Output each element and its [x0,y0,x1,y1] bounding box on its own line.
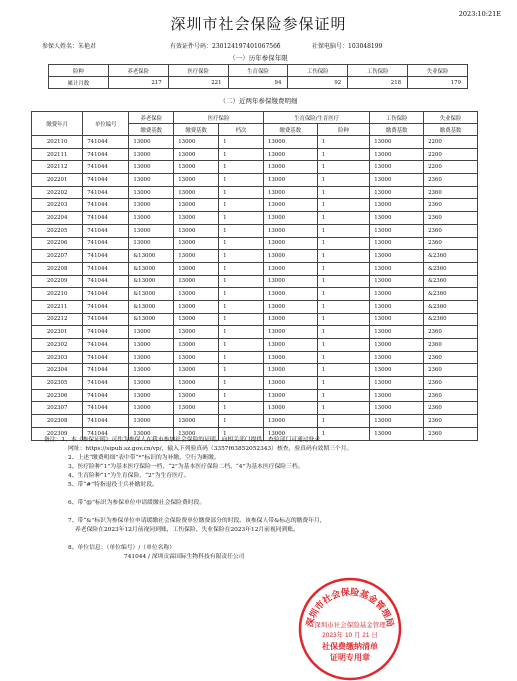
table-cell: 13000 [129,161,174,174]
table-cell: 741044 [83,339,129,352]
table-cell: 13000 [263,339,317,352]
note-6: 6、带“@”标识为参保单位申请缓缴社会保险费时段。 [68,500,206,506]
years-header-row [49,65,468,77]
table-cell: 1 [317,212,370,225]
table-cell: 13000 [263,186,317,199]
sub-base-header: 缴费基数 [174,124,219,136]
table-row [32,415,478,428]
seal-arc-text: 深圳市社会保险基金管理局 [304,586,396,629]
table-cell: 1 [317,148,370,161]
table-cell: 13000 [263,364,317,377]
table-cell: 13000 [129,326,174,339]
years-header-cell: 失业保险 [408,65,468,77]
table-cell: 741044 [83,415,129,428]
table-cell: 741044 [83,377,129,390]
table-cell: 13000 [370,237,424,250]
table-cell: 202205 [32,224,83,237]
table-row [32,250,478,263]
table-cell: 1 [317,250,370,263]
table-cell: 741044 [83,148,129,161]
table-cell: 2360 [424,212,478,225]
table-cell: 741044 [83,427,129,440]
years-row-label: 累计月数 [49,77,109,89]
table-row [32,288,478,301]
table-cell: 202305 [32,377,83,390]
table-cell: 13000 [174,212,219,225]
years-header-cell: 工伤保险 [348,65,408,77]
table-cell: 13000 [370,313,424,326]
table-row [32,174,478,187]
table-cell: 202208 [32,262,83,275]
table-cell: 13000 [263,326,317,339]
table-cell: 2360 [424,351,478,364]
table-cell: 2360 [424,389,478,402]
years-header-cell: 医疗保险 [168,65,228,77]
table-cell: 13000 [174,186,219,199]
table-row [32,186,478,199]
col-maternity-header: 生育保险/生育医疗 [263,112,369,124]
table-cell: 13000 [129,427,174,440]
table-cell: 13000 [174,148,219,161]
table-cell: 13000 [174,402,219,415]
table-cell: 13000 [370,415,424,428]
table-cell: 741044 [83,313,129,326]
table-cell: 202203 [32,199,83,212]
table-row [32,351,478,364]
table-cell: 13000 [370,224,424,237]
table-cell: 13000 [370,275,424,288]
table-cell: 1 [317,224,370,237]
table-cell: 13000 [129,351,174,364]
table-cell: &2360 [424,262,478,275]
table-cell: 1 [219,389,264,402]
table-cell: 13000 [129,199,174,212]
table-cell: 13000 [370,186,424,199]
table-cell: 13000 [263,427,317,440]
table-cell: 13000 [174,199,219,212]
table-cell: 13000 [370,161,424,174]
table-cell: 1 [317,136,370,149]
table-cell: 13000 [129,415,174,428]
years-value-cell: 217 [108,77,168,89]
sub-base-header: 缴费基数 [370,124,424,136]
table-cell: 13000 [370,326,424,339]
table-cell: 1 [317,351,370,364]
table-row [32,136,478,149]
table-cell: &2360 [424,250,478,263]
table-cell: 202307 [32,402,83,415]
table-cell: 741044 [83,275,129,288]
table-cell: 13000 [174,339,219,352]
table-cell: 1 [317,415,370,428]
table-cell: 2360 [424,402,478,415]
table-cell: 741044 [83,186,129,199]
table-cell: 2200 [424,161,478,174]
table-cell: 741044 [83,250,129,263]
table-cell: 1 [219,275,264,288]
sub-base-header: 缴费基数 [263,124,317,136]
table-row [32,326,478,339]
table-cell: 2360 [424,174,478,187]
table-row [32,148,478,161]
table-cell: 13000 [129,339,174,352]
table-cell: 13000 [174,136,219,149]
col-unemployment-header: 失业保险 [424,112,478,124]
table-cell: 13000 [263,237,317,250]
table-cell: 741044 [83,300,129,313]
table-cell: 1 [317,402,370,415]
table-cell: 1 [219,427,264,440]
print-date: 2023:10:21E [458,10,501,18]
table-cell: 1 [219,212,264,225]
table-cell: 2360 [424,199,478,212]
table-cell: &13000 [129,250,174,263]
years-value-cell: 221 [168,77,228,89]
table-cell: 13000 [174,389,219,402]
table-cell: 1 [219,415,264,428]
table-row [32,237,478,250]
table-cell: 13000 [129,148,174,161]
note-8b: 741044 / 深圳贡霖国际生物科技有限责任公司 [124,554,245,560]
table-cell: 13000 [129,237,174,250]
table-cell: 13000 [263,415,317,428]
table-cell: 1 [317,275,370,288]
table-cell: 13000 [370,300,424,313]
table-cell: 13000 [370,351,424,364]
table-cell: 1 [219,237,264,250]
table-cell: 741044 [83,224,129,237]
table-cell: 13000 [370,174,424,187]
table-cell: 1 [219,351,264,364]
table-cell: 13000 [370,427,424,440]
insurance-years-table [48,64,468,89]
section1-title: （一）历年参保年限 [229,54,288,62]
table-cell: 13000 [263,402,317,415]
table-cell: &13000 [129,300,174,313]
table-cell: 2360 [424,224,478,237]
table-cell: &2360 [424,288,478,301]
table-cell: 1 [219,186,264,199]
col-medical-header: 医疗保险 [174,112,264,124]
table-row [32,199,478,212]
table-cell: 13000 [370,212,424,225]
note-4: 4、生育险种“1”为生育保险，“2”为生育医疗。 [68,473,190,479]
table-cell: 741044 [83,199,129,212]
table-cell: &13000 [129,313,174,326]
table-cell: 13000 [263,212,317,225]
table-cell: 741044 [83,237,129,250]
table-cell: 202306 [32,389,83,402]
table-cell: 202303 [32,351,83,364]
table-cell: 1 [317,427,370,440]
table-cell: 13000 [370,136,424,149]
table-cell: 13000 [263,262,317,275]
table-cell: &2360 [424,300,478,313]
table-cell: 1 [219,300,264,313]
table-cell: 1 [317,300,370,313]
years-value-row [49,77,468,89]
payment-header-row [32,112,478,124]
table-cell: 202308 [32,415,83,428]
years-header-cell: 养老保险 [108,65,168,77]
table-cell: 1 [317,186,370,199]
table-cell: 741044 [83,212,129,225]
table-cell: &2360 [424,275,478,288]
table-cell: 202302 [32,339,83,352]
table-cell: 202207 [32,250,83,263]
table-cell: 1 [219,174,264,187]
table-cell: 13000 [129,402,174,415]
table-cell: 13000 [129,186,174,199]
table-cell: 1 [219,250,264,263]
table-cell: 13000 [263,288,317,301]
table-cell: 202204 [32,212,83,225]
table-cell: 13000 [370,339,424,352]
insured-name: 参保人姓名：朱艳君 [42,43,97,50]
table-cell: 1 [317,339,370,352]
sub-grade-header: 档次 [219,124,264,136]
table-row [32,339,478,352]
table-cell: 13000 [174,288,219,301]
table-cell: 1 [219,136,264,149]
table-row [32,300,478,313]
table-cell: 13000 [174,174,219,187]
table-cell: 1 [317,288,370,301]
table-cell: 2200 [424,148,478,161]
table-cell: 1 [219,224,264,237]
table-cell: 202112 [32,161,83,174]
table-cell: 13000 [263,136,317,149]
table-cell: &13000 [129,275,174,288]
sub-base-header: 缴费基数 [129,124,174,136]
sub-type-header: 险种 [317,124,370,136]
table-cell: 13000 [370,288,424,301]
table-cell: 1 [219,262,264,275]
table-cell: 202309 [32,427,83,440]
years-value-cell: 94 [228,77,288,89]
table-cell: 13000 [370,389,424,402]
table-cell: 1 [219,199,264,212]
table-cell: 13000 [174,262,219,275]
col-injury-header: 工伤保险 [370,112,424,124]
table-cell: 1 [219,148,264,161]
id-number: 有效证件号码：23012419740106756б [170,43,281,50]
table-cell: 1 [317,161,370,174]
table-row [32,224,478,237]
table-cell: 2360 [424,339,478,352]
table-cell: 1 [317,389,370,402]
col-month-header: 缴费年月 [32,112,83,136]
years-header-cell: 险种 [49,65,109,77]
table-cell: 741044 [83,364,129,377]
table-cell: 13000 [174,351,219,364]
table-cell: 202201 [32,174,83,187]
seal-line-4: 证明专用章 [330,653,370,662]
table-cell: 13000 [174,415,219,428]
table-cell: 2360 [424,415,478,428]
years-header-cell: 工伤保险 [288,65,348,77]
table-cell: 1 [219,377,264,390]
table-cell: 202211 [32,300,83,313]
table-cell: 13000 [263,300,317,313]
table-row [32,377,478,390]
table-cell: 741044 [83,288,129,301]
years-header-cell: 生育保险 [228,65,288,77]
table-cell: 13000 [370,199,424,212]
table-cell: 1 [219,313,264,326]
table-row [32,313,478,326]
table-cell: 13000 [263,161,317,174]
table-cell: 13000 [263,250,317,263]
table-cell: 1 [219,326,264,339]
table-cell: 2360 [424,186,478,199]
table-cell: 202111 [32,148,83,161]
table-cell: 1 [219,161,264,174]
table-cell: 13000 [263,377,317,390]
table-cell: 1 [219,402,264,415]
table-cell: 1 [317,377,370,390]
table-cell: 1 [317,364,370,377]
table-cell: &2360 [424,313,478,326]
table-cell: 741044 [83,161,129,174]
seal-line-3: 社保费缴纳清单 [322,642,378,651]
table-cell: 1 [219,288,264,301]
table-cell: 13000 [370,262,424,275]
page-title: 深圳市社会保险参保证明 [170,15,347,33]
table-cell: 13000 [129,364,174,377]
table-cell: 202210 [32,288,83,301]
table-row [32,389,478,402]
table-cell: 13000 [370,402,424,415]
table-cell: 13000 [174,275,219,288]
years-value-cell: 92 [288,77,348,89]
table-cell: 13000 [263,148,317,161]
table-cell: 1 [317,237,370,250]
official-seal-stamp [298,577,402,681]
table-cell: 13000 [174,161,219,174]
table-cell: 741044 [83,326,129,339]
note-1b: 网址：https://sipub.sz.gov.cn/vp/，输入下列验真码（3357f63852052343）核查，验真码有效期三个月。 [68,446,353,452]
table-cell: 13000 [174,224,219,237]
note-7b: 养老保险在2023年12月前视同到账，工伤保险、失业保险在2023年12月前视同到账。 [75,527,299,533]
table-cell: 202212 [32,313,83,326]
table-cell: 13000 [129,174,174,187]
seal-line-1: 深圳市社会保险基金管理 [314,622,386,629]
table-cell: 2360 [424,427,478,440]
table-cell: 1 [317,326,370,339]
table-cell: 13000 [129,224,174,237]
table-cell: 13000 [370,364,424,377]
table-cell: 202206 [32,237,83,250]
table-cell: 13000 [370,148,424,161]
table-cell: 202301 [32,326,83,339]
note-5: 5、带“#”特指退役士兵补缴时段。 [68,482,158,488]
table-cell: 13000 [263,351,317,364]
note-3: 3、医疗险种“1”为基本医疗保险一档、“2”为基本医疗保险二档、“4”为基本医疗保险三档。 [68,464,304,470]
remarks [44,436,494,562]
table-cell: 1 [317,313,370,326]
table-cell: 13000 [370,250,424,263]
table-cell: 13000 [174,377,219,390]
table-cell: 13000 [174,300,219,313]
table-row [32,275,478,288]
table-cell: 741044 [83,402,129,415]
table-row [32,161,478,174]
table-cell: 13000 [174,364,219,377]
table-cell: 13000 [129,212,174,225]
table-cell: 13000 [129,136,174,149]
note-7a: 7、带“&”标识为参保单位申请缓缴社会保险费单位缴费部分的时段。该参保人带&标志的缴费年月， [68,518,326,524]
table-cell: 2360 [424,364,478,377]
payment-rows [32,136,478,441]
table-cell: &13000 [129,262,174,275]
table-cell: 13000 [263,199,317,212]
table-cell: 13000 [129,377,174,390]
table-cell: &13000 [129,288,174,301]
table-row [32,212,478,225]
table-cell: 13000 [129,389,174,402]
col-unit-header: 单位编号 [83,112,129,136]
table-cell: 202110 [32,136,83,149]
table-row [32,262,478,275]
table-cell: 741044 [83,351,129,364]
table-cell: 202304 [32,364,83,377]
table-cell: 1 [317,262,370,275]
table-cell: 741044 [83,262,129,275]
table-cell: 741044 [83,136,129,149]
table-cell: 13000 [174,427,219,440]
table-cell: 13000 [263,224,317,237]
seal-date: 2023年 10 月 21 日 [322,632,378,639]
table-cell: 202202 [32,186,83,199]
note-2: 2、上述“缴费明细”表中带“*”标识的为补缴，空行为断缴。 [68,455,220,461]
table-cell: 13000 [263,174,317,187]
sub-base-header: 缴费基数 [424,124,478,136]
payment-details-table [31,111,478,441]
table-cell: 2200 [424,136,478,149]
note-8: 8、单位信息：（单位编号）/（单位名称） [68,545,176,551]
social-insurance-number: 社保电脑号：103048199 [312,43,383,50]
table-cell: 1 [317,174,370,187]
table-cell: 741044 [83,389,129,402]
table-cell: 741044 [83,174,129,187]
table-cell: 202209 [32,275,83,288]
table-row [32,364,478,377]
years-value-cell: 218 [348,77,408,89]
table-cell: 13000 [174,237,219,250]
table-cell: 13000 [263,313,317,326]
table-cell: 1 [219,364,264,377]
table-cell: 13000 [263,389,317,402]
table-cell: 13000 [174,313,219,326]
table-cell: 1 [219,339,264,352]
section2-title: （二）近两年参保缴费明细 [219,97,298,105]
table-cell: 13000 [370,377,424,390]
table-row [32,402,478,415]
table-cell: 13000 [263,275,317,288]
table-cell: 13000 [174,326,219,339]
table-cell: 2360 [424,377,478,390]
table-cell: 1 [317,199,370,212]
table-cell: 13000 [174,250,219,263]
table-cell: 2360 [424,326,478,339]
years-value-cell: 179 [408,77,468,89]
note-1a: 备注：1、本《参保证明》可作为参保人在我市参加社会保险的证明。向相关部门提供，查验部门可通过登录 [44,437,321,443]
col-pension-header: 养老保险 [129,112,174,124]
table-cell: 2360 [424,237,478,250]
